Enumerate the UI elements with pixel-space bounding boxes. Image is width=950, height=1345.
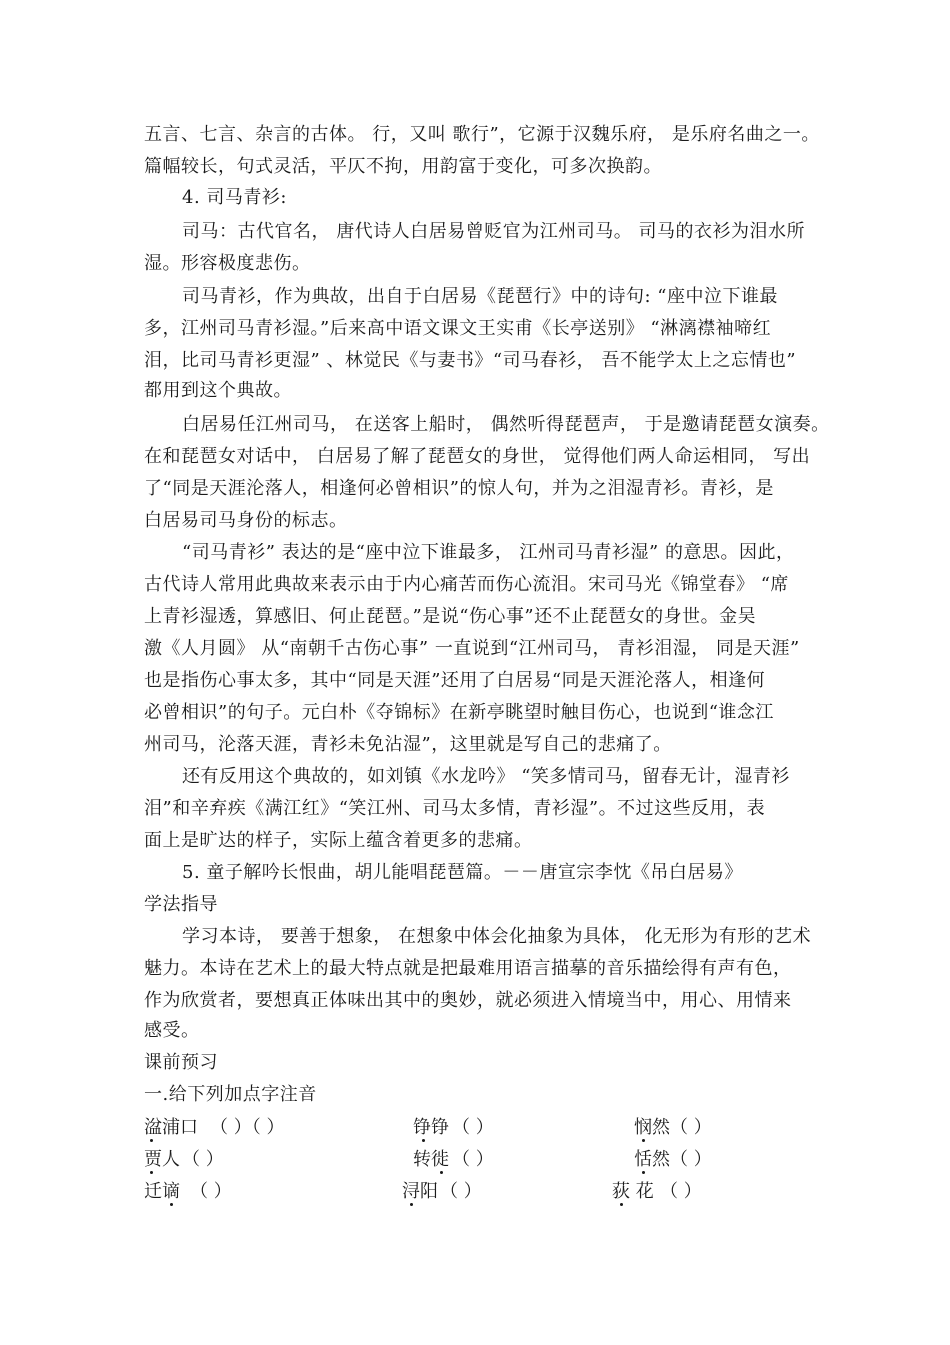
answer-blank[interactable]: （ ） <box>182 1149 224 1170</box>
emphasis-dot <box>150 1171 153 1174</box>
section-title: 课前预习 <box>144 1052 218 1073</box>
answer-blank[interactable]: （ ）（ ） <box>210 1117 285 1138</box>
answer-blank[interactable]: （ ） <box>440 1181 482 1202</box>
text-line: 也是指伤心事太多，其中“同是天涯”还用了白居易“同是天涯沦落人，相逢何 <box>144 670 766 691</box>
text-line: 篇幅较长，句式灵活，平仄不拘，用韵富于变化，可多次换韵。 <box>144 156 662 177</box>
answer-blank[interactable]: （ ） <box>190 1181 232 1202</box>
emphasis-dot <box>642 1139 645 1142</box>
emphasis-dot <box>620 1203 623 1206</box>
exercise-word: 湓浦口 <box>144 1117 198 1138</box>
text-line: 五言、七言、杂言的古体。 行，又叫 歌行”，它源于汉魏乐府， 是乐府名曲之一。 <box>144 124 820 145</box>
exercise-word: 转徙 <box>413 1149 449 1170</box>
text-line: 在和琵琶女对话中， 白居易了解了琵琶女的身世， 觉得他们两人命运相同， 写出 <box>144 446 811 467</box>
text-line: 学习本诗， 要善于想象， 在想象中体会化抽象为具体， 化无形为有形的艺术 <box>182 926 812 947</box>
text-line: 必曾相识”的句子。元白朴《夺锦标》在新亭眺望时触目伤心，也说到“谁念江 <box>144 702 774 723</box>
text-line: 作为欣赏者，要想真正体味出其中的奥妙，就必须进入情境当中，用心、用情来 <box>144 990 792 1011</box>
emphasis-dot <box>410 1203 413 1206</box>
text-line: 白居易司马身份的标志。 <box>144 510 348 531</box>
emphasis-dot <box>170 1203 173 1206</box>
answer-blank[interactable]: （ ） <box>452 1149 494 1170</box>
exercise-word: 浔阳 <box>402 1181 438 1202</box>
text-line: 泪”和辛弃疾《满江红》“笑江州、司马太多情，青衫湿”。不过这些反用，表 <box>144 798 766 819</box>
exercise-word: 悯然 <box>634 1117 670 1138</box>
text-line: 感受。 <box>144 1020 200 1041</box>
text-line: 多，江州司马青衫湿。”后来高中语文课文王实甫《长亭送别》 “淋漓襟袖啼红 <box>144 318 772 339</box>
section-heading: 5. 童子解吟长恨曲，胡儿能唱琵琶篇。－－唐宣宗李忱《吊白居易》 <box>182 862 743 883</box>
exercise-word: 贾人 <box>144 1149 180 1170</box>
text-line: 古代诗人常用此典故来表示由于内心痛苦而伤心流泪。宋司马光《锦堂春》 “席 <box>144 574 789 595</box>
text-line: 白居易任江州司马， 在送客上船时， 偶然听得琵琶声， 于是邀请琵琶女演奏。 <box>182 414 830 435</box>
answer-blank[interactable]: （ ） <box>660 1181 702 1202</box>
section-title: 学法指导 <box>144 894 218 915</box>
text-line: 魅力。本诗在艺术上的最大特点就是把最难用语言描摹的音乐描绘得有声有色， <box>144 958 792 979</box>
emphasis-dot <box>422 1139 425 1142</box>
text-line: 州司马，沦落天涯，青衫未免沾湿”，这里就是写自己的悲痛了。 <box>144 734 672 755</box>
text-line: 了“同是天涯沦落人，相逢何必曾相识”的惊人句，并为之泪湿青衫。青衫，是 <box>144 478 774 499</box>
exercise-word: 荻 花 <box>612 1181 654 1202</box>
text-line: 司马青衫，作为典故，出自于白居易《琵琶行》中的诗句: “座中泣下谁最 <box>182 286 778 307</box>
text-line: 都用到这个典故。 <box>144 380 292 401</box>
answer-blank[interactable]: （ ） <box>670 1117 712 1138</box>
text-line: 湿。形容极度悲伤。 <box>144 253 311 274</box>
section-heading: 4. 司马青衫: <box>182 187 287 208</box>
emphasis-dot <box>150 1139 153 1142</box>
emphasis-dot <box>440 1171 443 1174</box>
answer-blank[interactable]: （ ） <box>670 1149 712 1170</box>
text-line: “司马青衫” 表达的是“座中泣下谁最多， 江州司马青衫湿” 的意思。因此， <box>182 542 795 563</box>
text-line: 上青衫湿透，算感旧、何止琵琶。”是说“伤心事”还不止琵琶女的身世。金吴 <box>144 606 757 627</box>
answer-blank[interactable]: （ ） <box>452 1117 494 1138</box>
emphasis-dot <box>642 1171 645 1174</box>
exercise-word: 铮铮 <box>413 1117 449 1138</box>
text-line: 泪，比司马青衫更湿” 、林觉民《与妻书》“司马春衫， 吾不能学太上之忘情也” <box>144 350 797 371</box>
text-line: 激《人月圆》 从“南朝千古伤心事” 一直说到“江州司马， 青衫泪湿， 同是天涯” <box>144 638 800 659</box>
text-line: 司马：古代官名， 唐代诗人白居易曾贬官为江州司马。 司马的衣衫为泪水所 <box>182 221 805 242</box>
text-line: 还有反用这个典故的，如刘镇《水龙吟》 “笑多情司马，留春无计，湿青衫 <box>182 766 790 787</box>
text-line: 面上是旷达的样子，实际上蕴含着更多的悲痛。 <box>144 830 533 851</box>
exercise-word: 迁谪 <box>144 1181 180 1202</box>
exercise-word: 恬然 <box>634 1149 670 1170</box>
exercise-instruction: 一.给下列加点字注音 <box>144 1084 317 1105</box>
